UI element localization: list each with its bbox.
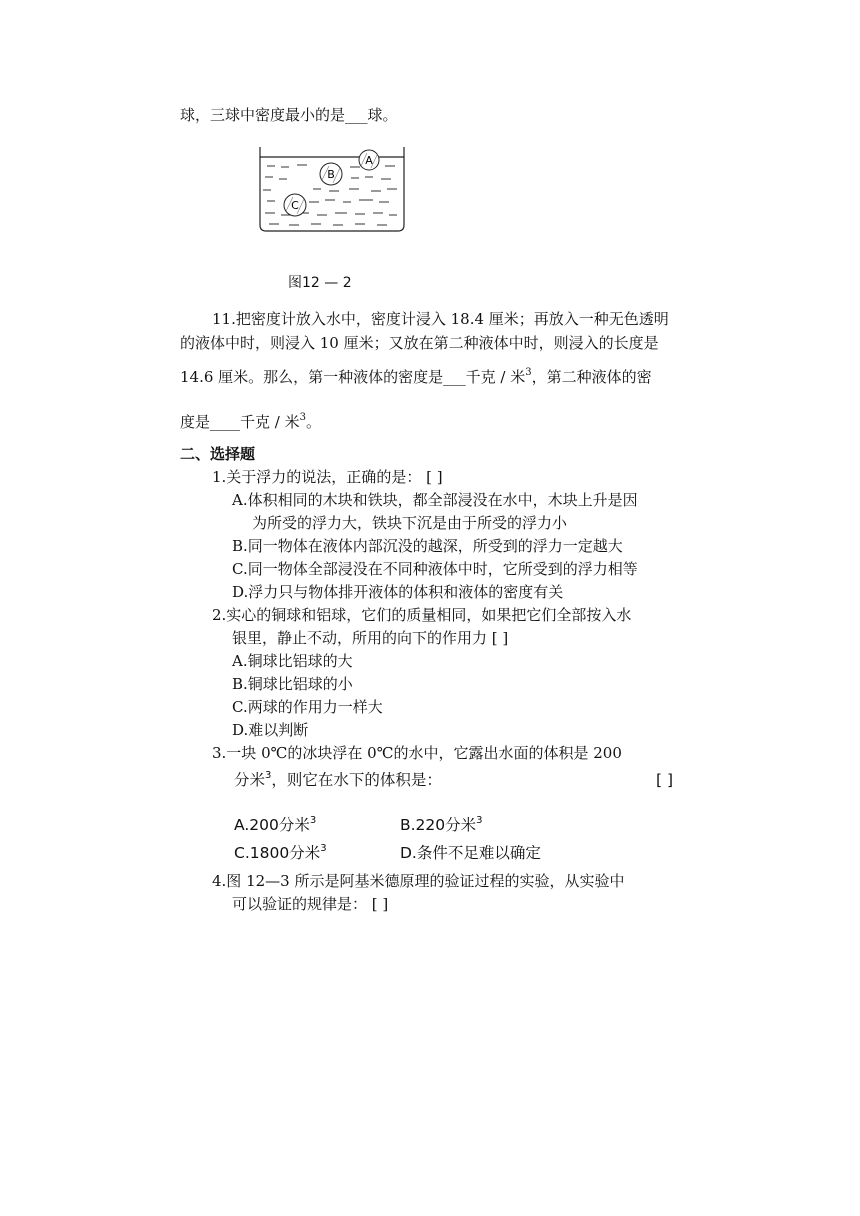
c3-option-a: A.200分米$^3$ [234, 815, 317, 834]
ball-b [320, 163, 342, 185]
q11-line-4: 度是____千克 / 米$^3$。 [180, 412, 321, 431]
c2-option-d: D.难以判断 [232, 721, 309, 739]
ball-a [359, 150, 379, 170]
ball-c [284, 194, 306, 216]
c3-option-b: B.220分米$^3$ [400, 815, 483, 834]
c1-option-c: C.同一物体全部浸没在不同种液体中时，它所受到的浮力相等 [232, 560, 638, 578]
c4-stem: 4.图 12—3 所示是阿基米德原理的验证过程的实验，从实验中 [212, 872, 625, 890]
q11-line-3: 14.6 厘米。那么，第一种液体的密度是___千克 / 米$^3$，第二种液体的密 [180, 367, 652, 386]
c1-option-b: B.同一物体在液体内部沉没的越深，所受到的浮力一定越大 [232, 537, 623, 555]
q11-line-2: 的液体中时，则浸入 10 厘米；又放在第二种液体中时，则浸入的长度是 [180, 334, 659, 352]
q11-line-1: 11.把密度计放入水中，密度计浸入 18.4 厘米；再放入一种无色透明 [212, 310, 669, 328]
ball-c-label: C [291, 199, 299, 212]
c2-option-b: B.铜球比铝球的小 [232, 675, 353, 693]
c2-option-a: A.铜球比铝球的大 [232, 652, 353, 670]
c3-option-d: D.条件不足难以确定 [400, 844, 541, 862]
c1-stem: 1.关于浮力的说法，正确的是： [ ] [212, 468, 443, 486]
c3-answer-bracket: [ ] [656, 771, 674, 789]
c3-option-c: C.1800分米$^3$ [234, 843, 327, 862]
section-heading: 二、选择题 [180, 445, 256, 463]
beaker-figure [255, 145, 415, 235]
c2-stem-cont: 银里，静止不动，所用的向下的作用力 [ ] [232, 629, 509, 647]
c1-option-a: A.体积相同的木块和铁块，都全部浸没在水中，木块上升是因 [232, 491, 638, 509]
c3-stem: 3.一块 0℃的冰块浮在 0℃的水中，它露出水面的体积是 200 [212, 744, 622, 762]
c3-stem-cont: 分米$^3$，则它在水下的体积是： [234, 770, 442, 789]
q10-continuation: 球，三球中密度最小的是___球。 [180, 106, 398, 124]
c1-option-d: D.浮力只与物体排开液体的体积和液体的密度有关 [232, 583, 564, 601]
figure-caption: 图12 — 2 [288, 275, 352, 291]
c1-option-a-cont: 为所受的浮力大，铁块下沉是由于所受的浮力小 [252, 514, 568, 532]
c4-stem-cont: 可以验证的规律是： [ ] [232, 895, 389, 913]
c2-option-c: C.两球的作用力一样大 [232, 698, 383, 716]
ball-a-label: A [365, 154, 373, 167]
c2-stem: 2.实心的铜球和铝球，它们的质量相同，如果把它们全部按入水 [212, 606, 632, 624]
ball-b-label: B [327, 168, 335, 181]
